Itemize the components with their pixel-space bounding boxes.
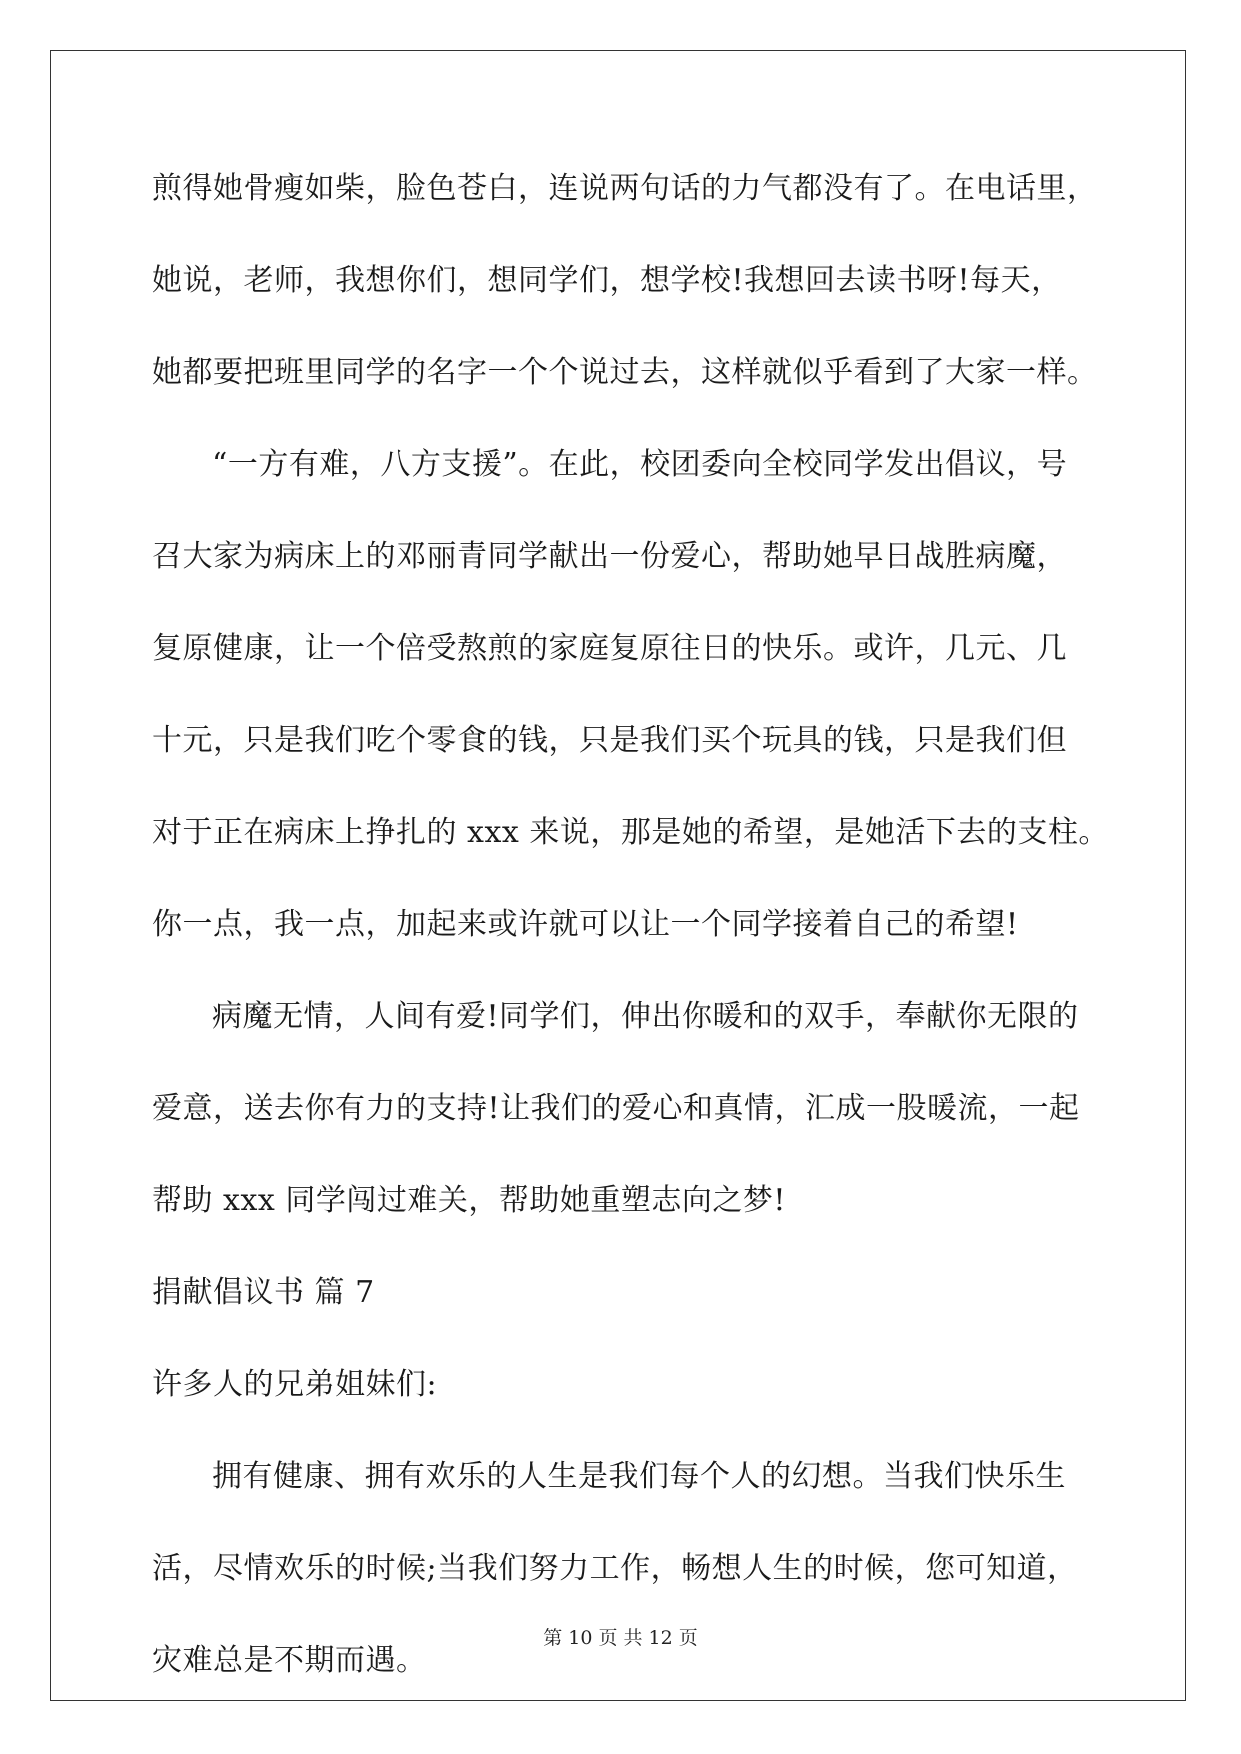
text-line: 她都要把班里同学的名字一个个说过去，这样就似乎看到了大家一样。 xyxy=(152,355,1098,390)
section-heading xyxy=(152,1266,1092,1358)
page-number-footer: 第 10 页 共 12 页 xyxy=(543,1627,698,1649)
heading-text: 捐献倡议书 篇 7 xyxy=(152,1275,375,1310)
document-body xyxy=(152,162,1109,1688)
text-line: 对于正在病床上挣扎的 xxx 来说，那是她的希望，是她活下去的支柱。 xyxy=(152,815,1109,850)
text-line: 活，尽情欢乐的时候;当我们努力工作，畅想人生的时候，您可知道， xyxy=(152,1551,1078,1586)
text-line: 灾难总是不期而遇。 xyxy=(152,1643,427,1678)
text-line: 她说，老师，我想你们，想同学们，想学校!我想回去读书呀!每天， xyxy=(152,263,1062,298)
text-line: 你一点，我一点，加起来或许就可以让一个同学接着自己的希望! xyxy=(152,907,1019,942)
paragraph xyxy=(152,438,1109,990)
text-line: 复原健康，让一个倍受熬煎的家庭复原往日的快乐。或许，几元、几 xyxy=(152,631,1067,666)
text-line: 病魔无情，人间有爱!同学们，伸出你暖和的双手，奉献你无限的 xyxy=(212,999,1079,1034)
paragraph xyxy=(152,1450,1092,1688)
text-line: 召大家为病床上的邓丽青同学献出一份爱心，帮助她早日战胜病魔， xyxy=(152,539,1067,574)
text-line: 十元，只是我们吃个零食的钱，只是我们买个玩具的钱，只是我们但 xyxy=(152,723,1067,758)
text-line: 帮助 xxx 同学闯过难关，帮助她重塑志向之梦! xyxy=(152,1183,786,1218)
text-line: 爱意，送去你有力的支持!让我们的爱心和真情，汇成一股暖流，一起 xyxy=(152,1091,1080,1126)
text-line: 煎得她骨瘦如柴，脸色苍白，连说两句话的力气都没有了。在电话里， xyxy=(152,171,1098,206)
salutation-text: 许多人的兄弟姐妹们: xyxy=(152,1367,438,1402)
text-line: “一方有难，八方支援”。在此，校团委向全校同学发出倡议，号 xyxy=(212,447,1068,482)
paragraph xyxy=(152,162,1098,438)
paragraph xyxy=(152,990,1092,1266)
text-line: 拥有健康、拥有欢乐的人生是我们每个人的幻想。当我们快乐生 xyxy=(212,1459,1066,1494)
salutation xyxy=(152,1358,1092,1450)
